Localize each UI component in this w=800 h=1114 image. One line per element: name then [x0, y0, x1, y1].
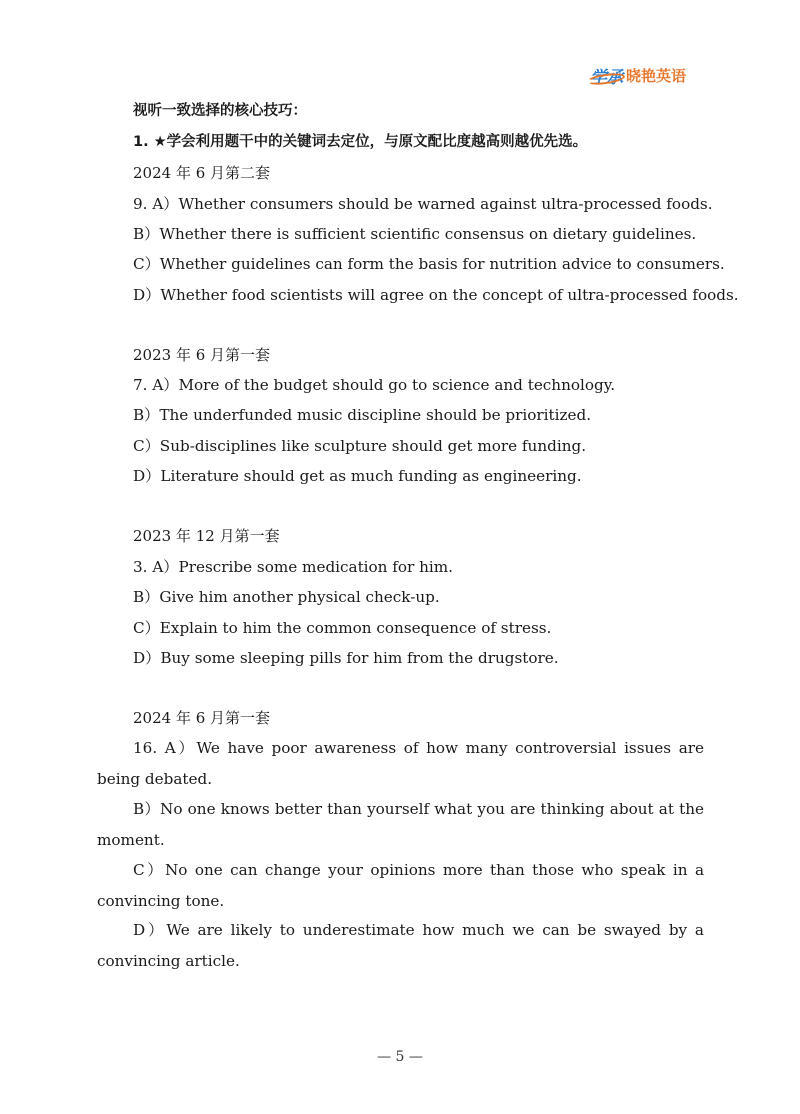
option-item: C）Explain to him the common consequence of stress.	[133, 619, 552, 637]
option-item: C）Sub-disciplines like sculpture should get more funding.	[133, 437, 587, 455]
option-item: B）Whether there is sufficient scientific consensus on dietary guidelines.	[133, 225, 697, 243]
option-paragraph: D）We are likely to underestimate how much we can be swayed by a convincing article.	[97, 921, 704, 970]
tip-text: 1. ★学会利用题干中的关键词去定位，与原文配比度越高则越优先选。	[133, 134, 588, 150]
option-paragraph: B）No one knows better than yourself what you are thinking about at the moment.	[97, 800, 704, 849]
page-number: — 5 —	[377, 1049, 423, 1065]
option-item: 9. A）Whether consumers should be warned against ultra-processed foods.	[133, 195, 713, 213]
option-item: 7. A）More of the budget should go to science and technology.	[133, 376, 616, 394]
option-item: D）Buy some sleeping pills for him from the drugstore.	[133, 649, 559, 667]
option-item: D）Literature should get as much funding as engineering.	[133, 467, 582, 485]
option-paragraph: C）No one can change your opinions more than those who speak in a convincing tone.	[97, 861, 704, 910]
option-item: 3. A）Prescribe some medication for him.	[133, 558, 454, 576]
option-item: D）Whether food scientists will agree on the concept of ultra-processed foods.	[133, 286, 739, 304]
option-item: B）The underfunded music discipline should be prioritized.	[133, 406, 592, 424]
session-label: 2023 年 6 月第一套	[133, 346, 271, 364]
logo-text: 晓艳英语	[626, 66, 687, 85]
session-label: 2024 年 6 月第二套	[133, 164, 271, 182]
logo	[590, 62, 710, 88]
section-title: 视听一致选择的核心技巧：	[133, 103, 307, 119]
session-label: 2024 年 6 月第一套	[133, 709, 271, 727]
option-item: B）Give him another physical check-up.	[133, 588, 440, 606]
option-paragraph: 16. A）We have poor awareness of how many controversial issues are being debated.	[97, 739, 704, 788]
logo-mark: 学承	[590, 63, 622, 88]
session-label: 2023 年 12 月第一套	[133, 527, 280, 545]
option-item: C）Whether guidelines can form the basis for nutrition advice to consumers.	[133, 255, 725, 273]
